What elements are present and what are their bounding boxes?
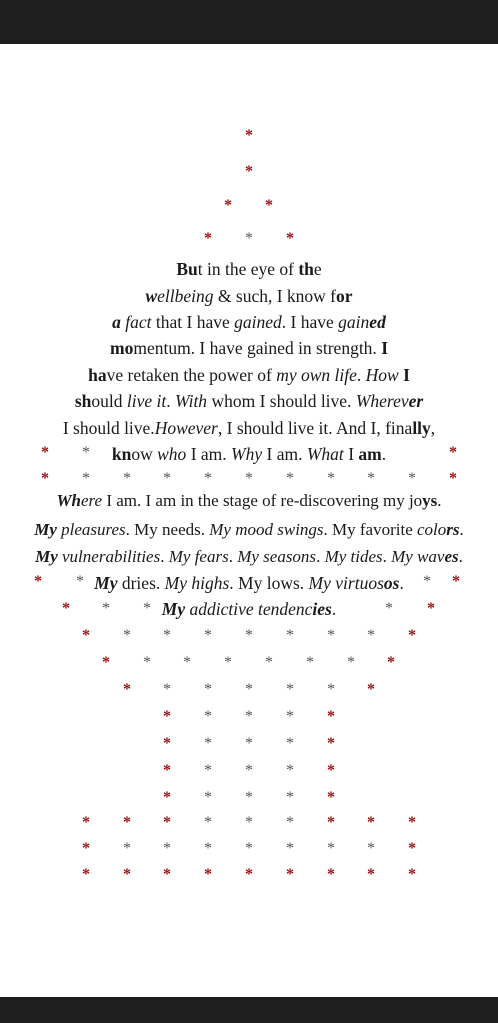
poem-text-segment: . bbox=[459, 520, 464, 539]
poem-text-segment: I bbox=[381, 338, 388, 358]
poem-text-segment: How bbox=[365, 365, 399, 385]
asterisk-ornament: * bbox=[327, 762, 335, 779]
asterisk-ornament: * bbox=[245, 762, 253, 779]
asterisk-ornament: * bbox=[245, 163, 253, 180]
asterisk-ornament: * bbox=[408, 470, 416, 487]
asterisk-ornament: * bbox=[265, 654, 273, 671]
poem-text-segment: sh bbox=[74, 391, 92, 411]
asterisk-ornament: * bbox=[367, 814, 375, 831]
poem-text-segment: live it bbox=[126, 391, 167, 411]
asterisk-ornament: * bbox=[265, 197, 273, 214]
asterisk-ornament: * bbox=[327, 708, 335, 725]
poem-text-segment: Why bbox=[231, 444, 263, 464]
asterisk-ornament: * bbox=[163, 627, 171, 644]
poem-text-segment: ow bbox=[131, 444, 158, 464]
asterisk-ornament: * bbox=[204, 840, 212, 857]
asterisk-ornament: * bbox=[327, 814, 335, 831]
poem-text-segment: . bbox=[356, 365, 366, 385]
poem-line bbox=[0, 417, 498, 439]
asterisk-ornament: * bbox=[183, 654, 191, 671]
poem-text-segment: am bbox=[358, 444, 382, 464]
poem-text-segment: gained bbox=[234, 312, 282, 332]
asterisk-ornament: * bbox=[327, 789, 335, 806]
poem-text-segment: My bbox=[35, 547, 58, 566]
poem-text-segment: colo bbox=[417, 520, 447, 539]
poem-text-segment: . bbox=[437, 491, 442, 510]
asterisk-ornament: * bbox=[123, 866, 131, 883]
poem-text-segment: , bbox=[430, 418, 436, 438]
asterisk-ornament: * bbox=[102, 600, 110, 617]
asterisk-ornament: * bbox=[408, 866, 416, 883]
poem-text-segment: or bbox=[336, 286, 353, 306]
poem-text-segment: . bbox=[166, 391, 175, 411]
poem-text-segment: My mood swings bbox=[209, 520, 324, 539]
asterisk-ornament: * bbox=[224, 197, 232, 214]
asterisk-ornament: * bbox=[204, 230, 212, 247]
asterisk-ornament: * bbox=[123, 627, 131, 644]
asterisk-ornament: * bbox=[204, 814, 212, 831]
poem-line bbox=[0, 490, 498, 512]
asterisk-ornament: * bbox=[449, 444, 457, 461]
asterisk-ornament: * bbox=[327, 627, 335, 644]
poem-text-segment: t in the eye of bbox=[197, 259, 299, 279]
poem-text-segment: ould bbox=[91, 391, 127, 411]
poem-text-segment: e bbox=[313, 259, 322, 279]
asterisk-ornament: * bbox=[204, 789, 212, 806]
asterisk-ornament: * bbox=[163, 681, 171, 698]
asterisk-ornament: * bbox=[286, 762, 294, 779]
asterisk-ornament: * bbox=[204, 762, 212, 779]
poem-text-segment: mo bbox=[110, 338, 134, 358]
asterisk-ornament: * bbox=[385, 600, 393, 617]
asterisk-ornament: * bbox=[62, 600, 70, 617]
bottom-navigation-bar bbox=[0, 997, 498, 1023]
asterisk-ornament: * bbox=[408, 814, 416, 831]
asterisk-ornament: * bbox=[286, 627, 294, 644]
poem-text-segment: With bbox=[174, 391, 208, 411]
poem-text-segment: . I have bbox=[281, 312, 339, 332]
asterisk-ornament: * bbox=[387, 654, 395, 671]
poem-text-segment: My fears bbox=[168, 547, 229, 566]
poem-text-segment: os bbox=[383, 573, 400, 593]
asterisk-ornament: * bbox=[327, 681, 335, 698]
asterisk-ornament: * bbox=[82, 866, 90, 883]
asterisk-ornament: * bbox=[204, 681, 212, 698]
asterisk-ornament: * bbox=[286, 681, 294, 698]
poem-text-segment: I bbox=[403, 365, 410, 385]
asterisk-ornament: * bbox=[143, 654, 151, 671]
asterisk-ornament: * bbox=[204, 866, 212, 883]
poem-text-segment: my own life bbox=[276, 365, 357, 385]
poem-text-segment: I am. bbox=[262, 444, 307, 464]
asterisk-ornament: * bbox=[286, 866, 294, 883]
poem-text-segment: My highs bbox=[164, 573, 230, 593]
poem-text-segment: My virtuos bbox=[308, 573, 384, 593]
asterisk-ornament: * bbox=[327, 470, 335, 487]
asterisk-ornament: * bbox=[367, 866, 375, 883]
asterisk-ornament: * bbox=[143, 600, 151, 617]
poem-text-segment: However bbox=[154, 418, 218, 438]
asterisk-ornament: * bbox=[245, 681, 253, 698]
poem-text-segment: My bbox=[94, 573, 118, 593]
poem-text-segment: My seasons bbox=[237, 547, 317, 566]
asterisk-ornament: * bbox=[76, 573, 84, 590]
asterisk-ornament: * bbox=[163, 840, 171, 857]
asterisk-ornament: * bbox=[245, 470, 253, 487]
asterisk-ornament: * bbox=[204, 735, 212, 752]
asterisk-ornament: * bbox=[204, 627, 212, 644]
poem-text-segment: that I have bbox=[151, 312, 235, 332]
poem-text-segment: . bbox=[458, 547, 463, 566]
poem-text-segment: lly bbox=[412, 418, 431, 438]
poem-text-segment: kn bbox=[111, 444, 132, 464]
asterisk-ornament: * bbox=[123, 840, 131, 857]
poem-text-segment: rs bbox=[446, 520, 460, 539]
poem-line bbox=[0, 311, 498, 333]
poem-text-segment: ellbeing bbox=[157, 286, 214, 306]
poem-text-segment: ies bbox=[312, 599, 332, 619]
asterisk-ornament: * bbox=[286, 708, 294, 725]
poem-text-segment: fact bbox=[125, 312, 152, 332]
poem-text-segment: My tides bbox=[324, 547, 383, 566]
poem-text-segment: . My needs. bbox=[125, 520, 210, 539]
asterisk-ornament: * bbox=[224, 654, 232, 671]
poem-text-segment: dries. bbox=[117, 573, 165, 593]
poem-text-segment: ed bbox=[369, 312, 386, 332]
poem-text-segment: who bbox=[157, 444, 187, 464]
poem-text-segment: th bbox=[298, 259, 314, 279]
poem-text-segment: My bbox=[161, 599, 186, 619]
poem-text-segment: . bbox=[160, 547, 169, 566]
poem-text-segment: . bbox=[381, 444, 387, 464]
poem-text-segment: pleasures bbox=[61, 520, 126, 539]
poem-text-segment: . bbox=[399, 573, 404, 593]
poem-text-segment: I should live. bbox=[62, 418, 155, 438]
asterisk-ornament: * bbox=[41, 470, 49, 487]
asterisk-ornament: * bbox=[245, 708, 253, 725]
asterisk-ornament: * bbox=[286, 840, 294, 857]
asterisk-ornament: * bbox=[163, 814, 171, 831]
asterisk-ornament: * bbox=[286, 789, 294, 806]
poem-text-segment: . bbox=[382, 547, 392, 566]
asterisk-ornament: * bbox=[452, 573, 460, 590]
asterisk-ornament: * bbox=[367, 681, 375, 698]
asterisk-ornament: * bbox=[286, 470, 294, 487]
asterisk-ornament: * bbox=[41, 444, 49, 461]
poem-text-segment: Wherev bbox=[355, 391, 409, 411]
asterisk-ornament: * bbox=[367, 470, 375, 487]
asterisk-ornament: * bbox=[204, 708, 212, 725]
poem-text-segment: My bbox=[34, 520, 57, 539]
asterisk-ornament: * bbox=[327, 840, 335, 857]
poem-text-segment: What bbox=[306, 444, 344, 464]
asterisk-ornament: * bbox=[367, 840, 375, 857]
asterisk-ornament: * bbox=[367, 627, 375, 644]
asterisk-ornament: * bbox=[286, 230, 294, 247]
asterisk-ornament: * bbox=[82, 627, 90, 644]
poem-text-segment: . My lows. bbox=[229, 573, 309, 593]
asterisk-ornament: * bbox=[306, 654, 314, 671]
poem-text-segment: I bbox=[343, 444, 359, 464]
poem-text-segment: mentum. I have gained in strength. bbox=[133, 338, 382, 358]
asterisk-ornament: * bbox=[286, 735, 294, 752]
poem-text-segment: a bbox=[112, 312, 121, 332]
poem-text-segment: & such, I know f bbox=[213, 286, 336, 306]
asterisk-ornament: * bbox=[347, 654, 355, 671]
poem-text-segment: . bbox=[331, 599, 337, 619]
asterisk-ornament: * bbox=[82, 814, 90, 831]
asterisk-ornament: * bbox=[163, 735, 171, 752]
poem-text-segment: ere bbox=[81, 491, 103, 510]
poem-text-segment: whom I should live. bbox=[207, 391, 356, 411]
asterisk-ornament: * bbox=[423, 573, 431, 590]
poem-line bbox=[0, 337, 498, 359]
asterisk-ornament: * bbox=[327, 866, 335, 883]
asterisk-ornament: * bbox=[204, 470, 212, 487]
asterisk-ornament: * bbox=[245, 230, 253, 247]
poem-text-segment: Bu bbox=[176, 259, 198, 279]
asterisk-ornament: * bbox=[427, 600, 435, 617]
poem-text-segment: I am. I am in the stage of re-discovering my jo bbox=[102, 491, 423, 510]
asterisk-ornament: * bbox=[82, 470, 90, 487]
asterisk-ornament: * bbox=[123, 681, 131, 698]
poem-line bbox=[0, 598, 498, 620]
asterisk-ornament: * bbox=[245, 814, 253, 831]
poem-line bbox=[0, 285, 498, 307]
poem-line bbox=[0, 258, 498, 280]
asterisk-ornament: * bbox=[245, 789, 253, 806]
poem-line bbox=[0, 390, 498, 412]
poem-text-segment: . bbox=[316, 547, 325, 566]
poem-line bbox=[0, 443, 498, 465]
asterisk-ornament: * bbox=[408, 840, 416, 857]
asterisk-ornament: * bbox=[286, 814, 294, 831]
top-system-bar bbox=[0, 0, 498, 44]
asterisk-ornament: * bbox=[102, 654, 110, 671]
poem-line bbox=[0, 519, 498, 541]
poem-text-segment: , I should live it. And I, fina bbox=[217, 418, 413, 438]
asterisk-ornament: * bbox=[449, 470, 457, 487]
asterisk-ornament: * bbox=[245, 866, 253, 883]
asterisk-ornament: * bbox=[82, 444, 90, 461]
asterisk-ornament: * bbox=[163, 762, 171, 779]
asterisk-ornament: * bbox=[245, 840, 253, 857]
asterisk-ornament: * bbox=[163, 708, 171, 725]
poem-text-segment: ys bbox=[422, 491, 438, 510]
asterisk-ornament: * bbox=[408, 627, 416, 644]
poem-line bbox=[0, 546, 498, 568]
asterisk-ornament: * bbox=[163, 866, 171, 883]
poem-text-segment: ve retaken the power of bbox=[106, 365, 277, 385]
asterisk-ornament: * bbox=[163, 789, 171, 806]
asterisk-ornament: * bbox=[123, 470, 131, 487]
poem-text-segment: Wh bbox=[56, 491, 82, 510]
poem-text-segment: vulnerabilities bbox=[62, 547, 161, 566]
asterisk-ornament: * bbox=[245, 735, 253, 752]
asterisk-ornament: * bbox=[82, 840, 90, 857]
poem-text-segment: es bbox=[444, 547, 459, 566]
asterisk-ornament: * bbox=[245, 627, 253, 644]
asterisk-ornament: * bbox=[34, 573, 42, 590]
poem-text-segment: addictive tendenc bbox=[189, 599, 313, 619]
asterisk-ornament: * bbox=[245, 127, 253, 144]
asterisk-ornament: * bbox=[123, 814, 131, 831]
poem-text-segment: My wav bbox=[391, 547, 445, 566]
poem-text-segment: . bbox=[228, 547, 238, 566]
poem-text-segment: . My favorite bbox=[323, 520, 418, 539]
poem-line bbox=[0, 364, 498, 386]
asterisk-ornament: * bbox=[163, 470, 171, 487]
poem-text-segment: I am. bbox=[186, 444, 232, 464]
poem-text-segment: er bbox=[408, 391, 424, 411]
poem-text-segment: gain bbox=[338, 312, 370, 332]
asterisk-ornament: * bbox=[327, 735, 335, 752]
poem-text-segment: ha bbox=[88, 365, 107, 385]
poem-text-segment: w bbox=[145, 286, 158, 306]
